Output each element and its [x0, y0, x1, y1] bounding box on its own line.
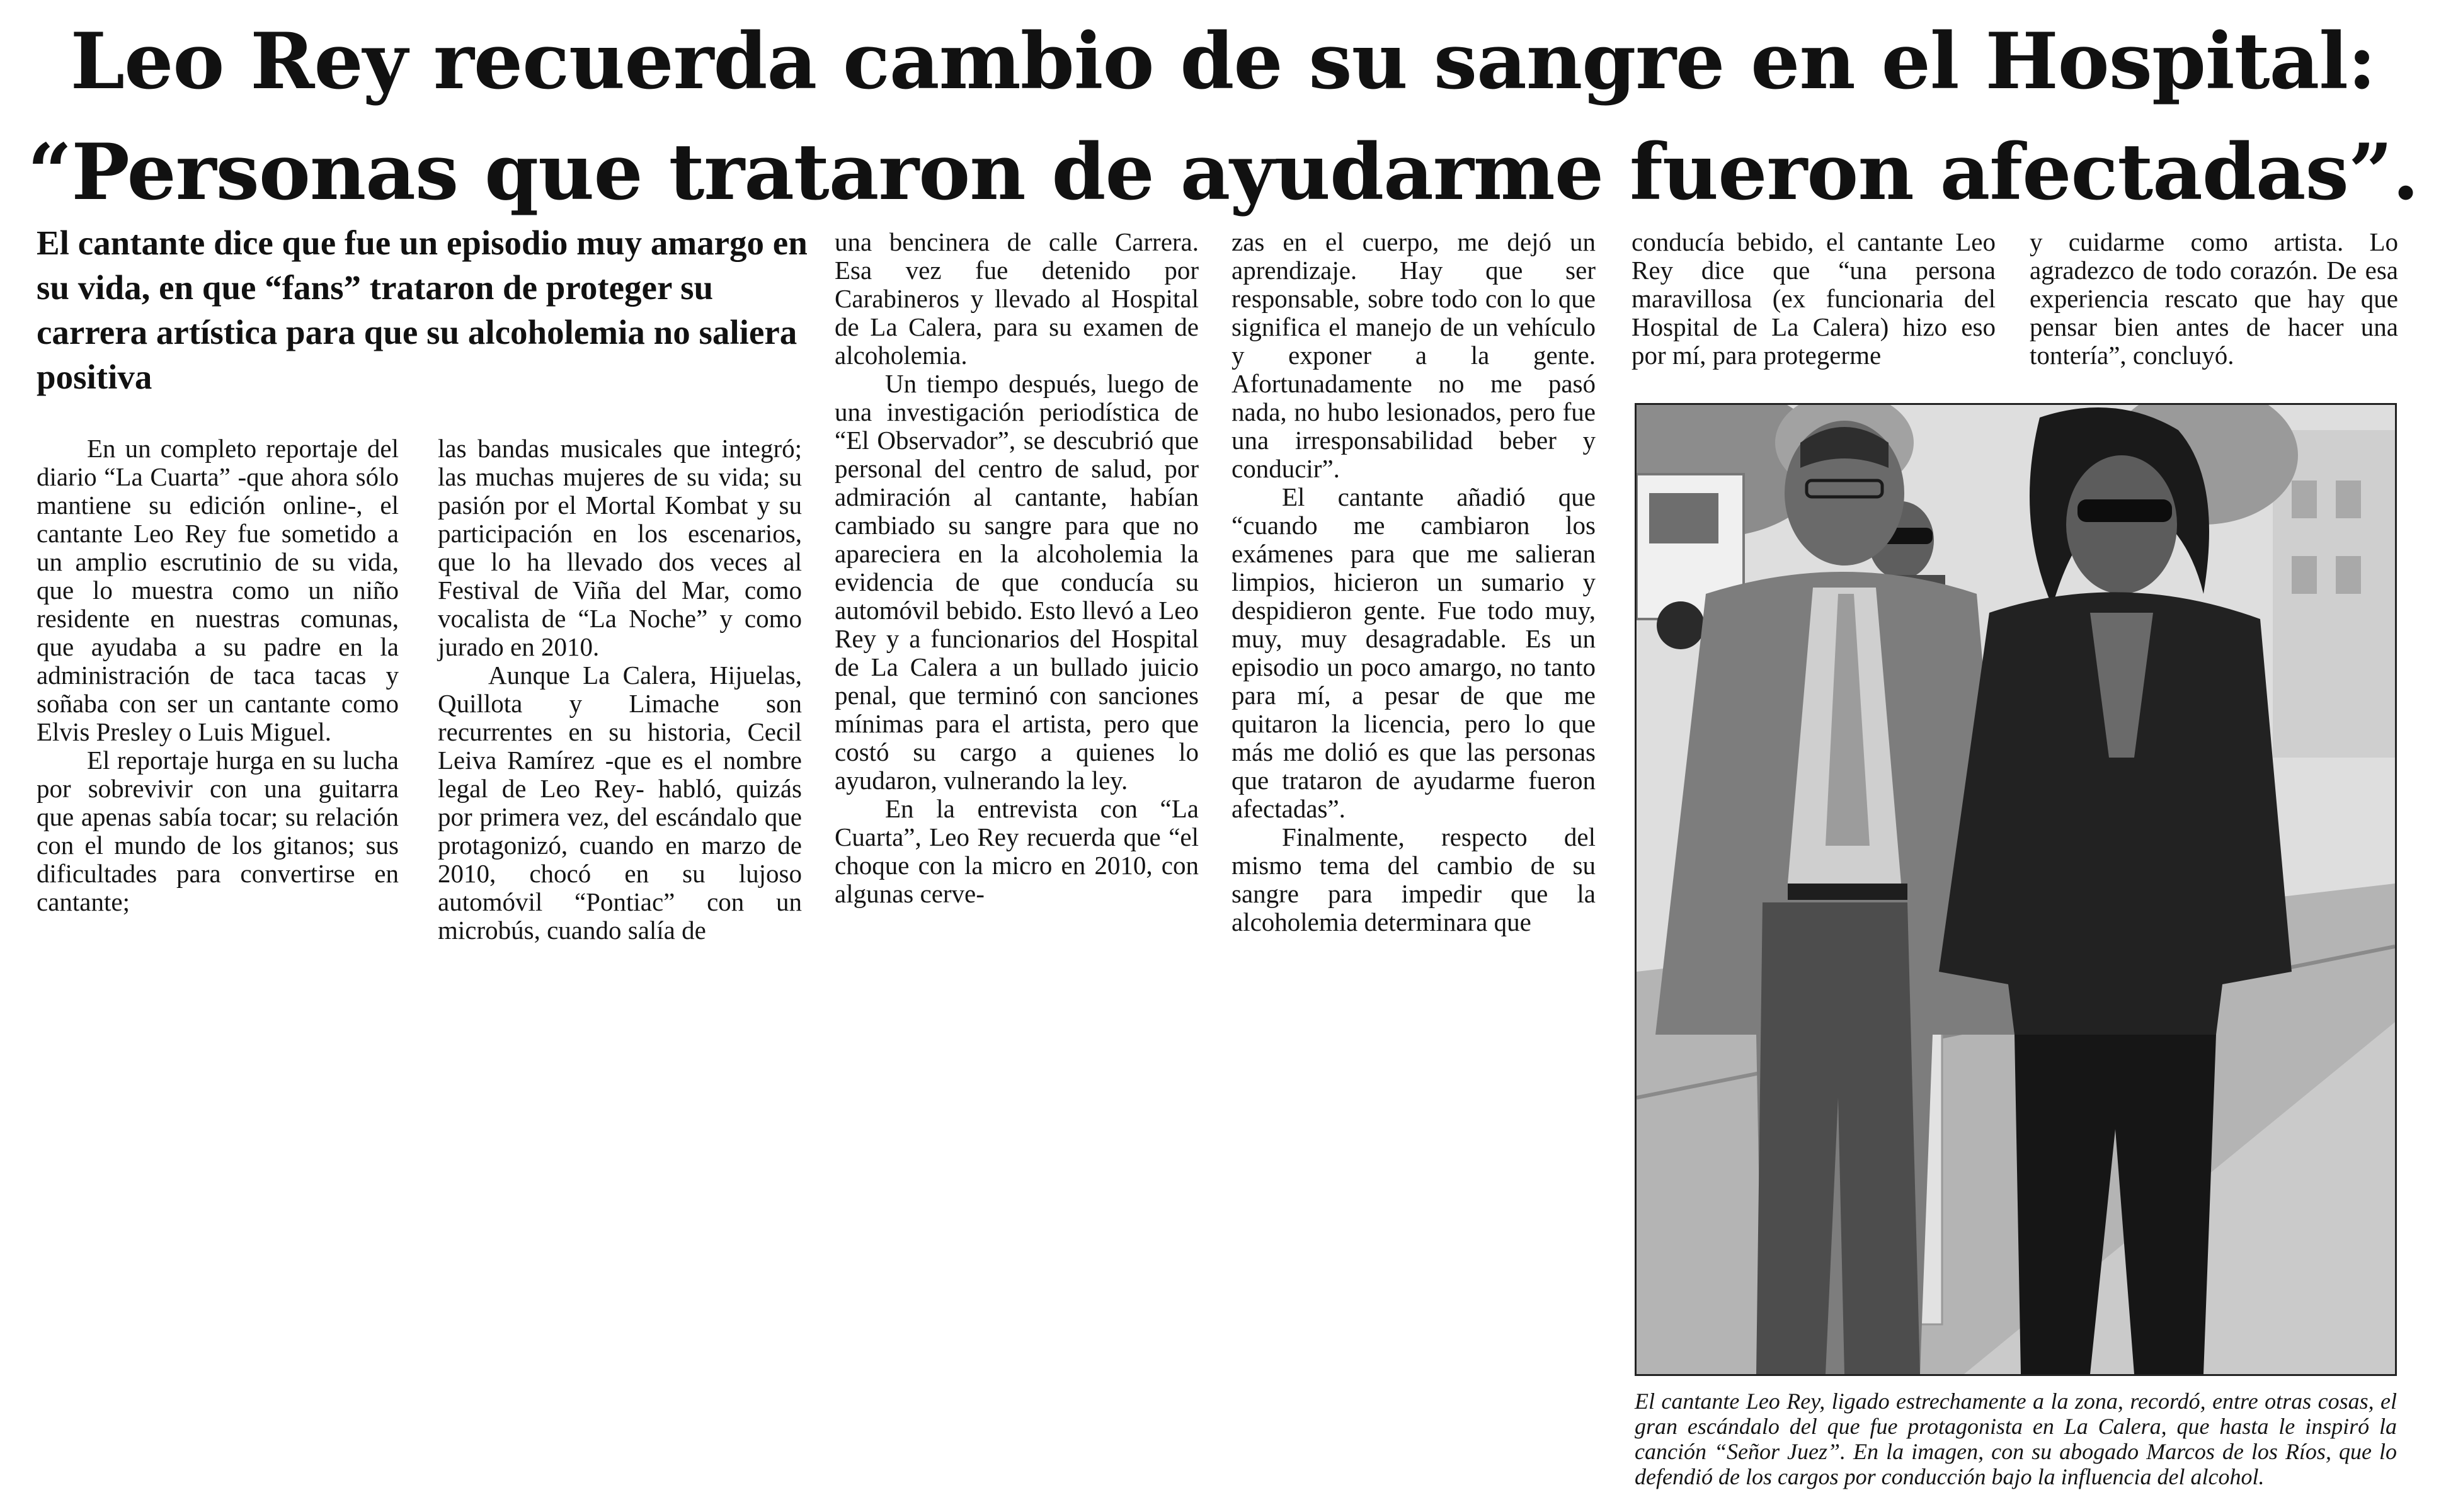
deck-subheadline: El cantante dice que fue un episodio muy amargo en su vida, en que “fans” trataron de proteger su carrera artística para que su alcoholemia no saliera positiva [37, 224, 808, 396]
article-column-2 [438, 435, 802, 945]
photo-illustration [1637, 405, 2395, 1374]
article-column-1 [37, 435, 399, 916]
headline [0, 6, 2446, 228]
article-column-6 [2030, 228, 2398, 370]
paragraph-continued: las bandas musicales que integró; las muchas mujeres de su vida; su pasión por el Mortal Kombat y su participación en los escenarios, que lo ha llevado dos veces al Festival de Viña del Mar, como vocalista de “La Noche” y como jurado en 2010. [438, 434, 802, 661]
article-column-3 [835, 228, 1199, 908]
paragraph: Aunque La Calera, Hijuelas, Quillota y Limache son recurrentes en su historia, Cecil Leiva Ramírez -que es el nombre legal de Leo Rey- habló, quizás por primera vez, del escándalo que protagonizó, cuando en marzo de 2010, chocó en su lujoso automóvil “Pontiac” con un microbús, cuando salía de [438, 661, 802, 945]
paragraph-continued: zas en el cuerpo, me dejó un aprendizaje. Hay que ser responsable, sobre todo con lo que significa el manejo de un vehículo y exponer a la gente. Afortunadamente no me pasó nada, no hubo lesionados, pero fue una irresponsabilidad beber y conducir”. [1232, 227, 1596, 483]
paragraph-continued: una bencinera de calle Carrera. Esa vez fue detenido por Carabineros y llevado al Hospital de La Calera, para su examen de alcoholemia. [835, 227, 1199, 370]
paragraph: En la entrevista con “La Cuarta”, Leo Rey recuerda que “el choque con la micro en 2010, con algunas cerve- [835, 794, 1199, 908]
paragraph: El cantante añadió que “cuando me cambiaron los exámenes para que me salieran limpios, hicieron un sumario y despidieron gente. Fue todo muy, muy, muy desagradable. Es un episodio un poco amargo, no tanto para mí, a pesar de que me quitaron la licencia, pero lo que más me dolió es que las personas que trataron de ayudarme fueron afectadas”. [1232, 482, 1596, 823]
paragraph: El reportaje hurga en su lucha por sobrevivir con una guitarra que apenas sabía tocar; su relación con el mundo de los gitanos; sus dificultades para convertirse en cantante; [37, 746, 399, 916]
paragraph-continued: conducía bebido, el cantante Leo Rey dice que “una persona maravillosa (ex funcionaria del Hospital de La Calera) hizo eso por mí, para protegerme [1632, 227, 1996, 370]
paragraph: En un completo reportaje del diario “La Cuarta” -que ahora sólo mantiene su edición online-, el cantante Leo Rey fue sometido a un amplio escrutinio de su vida, que lo muestra como un niño residente en nuestras comunas, que ayudaba a su padre en la administración de taca tacas y soñaba con ser un cantante como Elvis Presley o Luis Miguel. [37, 434, 399, 746]
paragraph: Finalmente, respecto del mismo tema del cambio de su sangre para impedir que la alcoholemia determinara que [1232, 822, 1596, 936]
paragraph-continued: y cuidarme como artista. Lo agradezco de todo corazón. De esa experiencia rescato que hay que pensar bien antes de hacer una tontería”, concluyó. [2030, 227, 2398, 370]
headline-line-2: “Personas que trataron de ayudarme fueron afectadas”. [27, 127, 2419, 218]
headline-line-1: Leo Rey recuerda cambio de su sangre en el Hospital: [70, 16, 2376, 107]
paragraph: Un tiempo después, luego de una investigación periodística de “El Observador”, se descubrió que personal del centro de salud, por admiración al cantante, habían cambiado su sangre para que no apareciera en la alcoholemia la evidencia de que conducía su automóvil bebido. Esto llevó a Leo Rey y a funcionarios del Hospital de La Calera a un bullado juicio penal, que terminó con sanciones mínimas para el artista, pero que costó su cargo a quienes lo ayudaron, vulnerando la ley. [835, 369, 1199, 795]
article-column-4 [1232, 228, 1596, 936]
photo-caption: El cantante Leo Rey, ligado estrechamente a la zona, recordó, entre otras cosas, el gran escándalo del que fue protagonista en La Calera, que hasta le inspiró la canción “Señor Juez”. En la imagen, con su abogado Marcos de los Ríos, que lo defendió de los cargos por conducción bajo la influencia del alcohol. [1635, 1389, 2397, 1489]
article-column-5 [1632, 228, 1996, 370]
news-photo [1635, 403, 2397, 1376]
